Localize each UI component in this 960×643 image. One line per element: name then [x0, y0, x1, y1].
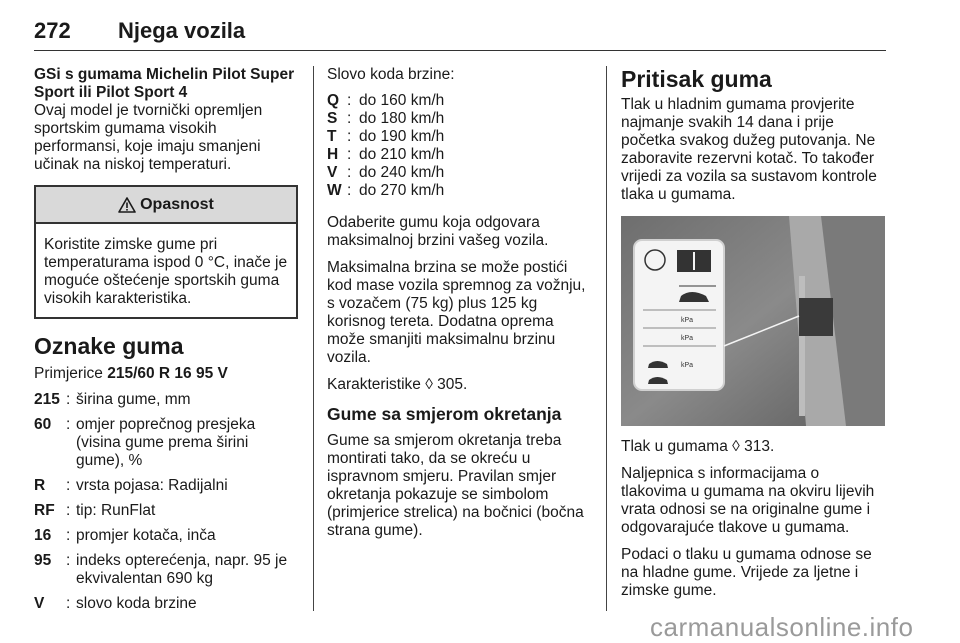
label-kpa-text: kPa [681, 317, 694, 324]
speed-key: H [327, 146, 339, 163]
def-sep: : [66, 595, 71, 612]
speed-value: do 240 km/h [359, 164, 445, 181]
definition-item [34, 552, 298, 588]
speed-sep: : [347, 182, 352, 199]
paragraph-max-speed-load: Maksimalna brzina se može postići kod mase vozila spremnog za vožnju, s vozačem (75 kg) plus 125 kg korisnog tereta. Dodatna oprema može smanjiti maksimalnu brzinu vozila. [327, 259, 586, 366]
definition-item [34, 416, 298, 470]
definition-item [34, 527, 298, 545]
def-key: 16 [34, 527, 52, 544]
paragraph-cold-tyres: Podaci o tlaku u gumama odnose se na hladne gume. Vrijede za ljetne i zimske gume. [621, 546, 872, 599]
warning-header [36, 187, 296, 224]
def-sep: : [66, 502, 71, 519]
speed-key: V [327, 164, 338, 181]
ref-text: Karakteristike [327, 376, 426, 393]
definition-item [34, 477, 298, 495]
def-key: R [34, 477, 46, 494]
paragraph-directional: Gume sa smjerom okretanja treba montirati tako, da se okreću u ispravnom smjeru. Pravilan smjer okretanja pokazuje se simbolom (primjerice strelica) na bočnici (bočna strana gume). [327, 432, 584, 539]
column-3 [621, 66, 887, 609]
def-key: 95 [34, 552, 52, 569]
def-value: indeks opterećenja, napr. 95 je ekvivalentan 690 kg [76, 552, 288, 587]
definition-item [34, 502, 298, 520]
def-key: V [34, 595, 45, 612]
gsi-title: GSi s gumama Michelin Pilot Super Sport ili Pilot Sport 4 [34, 66, 295, 101]
column-divider [313, 66, 314, 611]
speed-value: do 190 km/h [359, 128, 445, 145]
speed-sep: : [347, 128, 352, 145]
example-prefix: Primjerice [34, 365, 108, 382]
def-sep: : [66, 391, 71, 408]
def-value: vrsta pojasa: Radijalni [76, 477, 228, 494]
def-value: slovo koda brzine [76, 595, 197, 612]
speed-item [327, 146, 593, 164]
speed-key: W [327, 182, 342, 199]
label-kpa-text: kPa [681, 362, 694, 369]
example-value: 215/60 R 16 95 V [107, 365, 228, 382]
definition-list [34, 391, 298, 613]
page-header [34, 8, 886, 51]
page-ref-arrow-icon: ◊ [425, 376, 433, 393]
cross-reference-tyre-pressure [621, 438, 887, 456]
speed-value: do 180 km/h [359, 110, 445, 127]
definition-item [34, 391, 298, 409]
column-2 [327, 66, 593, 549]
warning-title: Opasnost [140, 195, 214, 213]
ref-text: Tlak u gumama [621, 438, 733, 455]
speed-value: do 270 km/h [359, 182, 445, 199]
def-value: širina gume, mm [76, 391, 191, 408]
speed-key: Q [327, 92, 340, 109]
gsi-text: Ovaj model je tvornički opremljen sportskim gumama visokih performansi, koje imaju smanjeni učinak na niskoj temperaturi. [34, 102, 263, 173]
tyre-pressure-label-photo [621, 216, 885, 426]
cross-reference-characteristics [327, 376, 593, 394]
def-key: 215 [34, 391, 60, 408]
definition-item [34, 595, 298, 613]
speed-item [327, 164, 593, 182]
watermark: carmanualsonline.info [650, 612, 914, 642]
speed-sep: : [347, 164, 352, 181]
def-key: 60 [34, 416, 52, 433]
speed-item [327, 110, 593, 128]
def-value: omjer poprečnog presjeka (visina gume prema širini gume), % [76, 416, 256, 469]
section-title-tyre-markings: Oznake guma [34, 333, 184, 359]
column-divider [606, 66, 607, 611]
warning-box [34, 185, 298, 319]
speed-item [327, 92, 593, 110]
def-sep: : [66, 527, 71, 544]
speed-sep: : [347, 110, 352, 127]
speed-key: T [327, 128, 337, 145]
def-sep: : [66, 477, 71, 494]
def-value: tip: RunFlat [76, 502, 156, 519]
speed-sep: : [347, 92, 352, 109]
def-sep: : [66, 552, 71, 569]
example-line [34, 365, 298, 383]
page-ref-arrow-icon: ◊ [732, 438, 740, 455]
speed-key: S [327, 110, 338, 127]
column-1 [34, 66, 298, 620]
paragraph-max-speed-tyre: Odaberite gumu koja odgovara maksimalnoj brzini vašeg vozila. [327, 214, 549, 249]
paragraph-check-pressure: Tlak u hladnim gumama provjerite najmanje svakih 14 dana i prije početka svakog dužeg putovanja. Ne zaboravite rezervni kotač. To također vrijedi za vozila sa sustavom kontrole tlaka u gumama. [621, 96, 877, 203]
subsection-title-directional: Gume sa smjerom okretanja [327, 404, 562, 424]
chapter-title: Njega vozila [118, 18, 246, 43]
speed-item [327, 182, 593, 200]
speed-sep: : [347, 146, 352, 163]
label-kpa-text: kPa [681, 335, 694, 342]
section-title-tyre-pressure: Pritisak guma [621, 66, 772, 92]
speed-code-list [327, 92, 593, 200]
speed-value: do 210 km/h [359, 146, 445, 163]
page-number: 272 [34, 18, 71, 43]
paragraph-label-location: Naljepnica s informacijama o tlakovima u gumama na okviru lijevih vrata odnosi se na originalne gume i odgovarajuće tlakove u gumama. [621, 465, 875, 536]
def-sep: : [66, 416, 71, 433]
speed-item [327, 128, 593, 146]
def-key: RF [34, 502, 55, 519]
warning-triangle-icon [118, 197, 136, 213]
ref-page: 305. [432, 376, 468, 393]
speed-value: do 160 km/h [359, 92, 445, 109]
ref-page: 313. [739, 438, 775, 455]
def-value: promjer kotača, inča [76, 527, 216, 544]
warning-text: Koristite zimske gume pri temperaturama ispod 0 °C, inače je moguće oštećenje sportskih guma visokih karakteristika. [44, 236, 288, 307]
speed-intro: Slovo koda brzine: [327, 66, 455, 83]
